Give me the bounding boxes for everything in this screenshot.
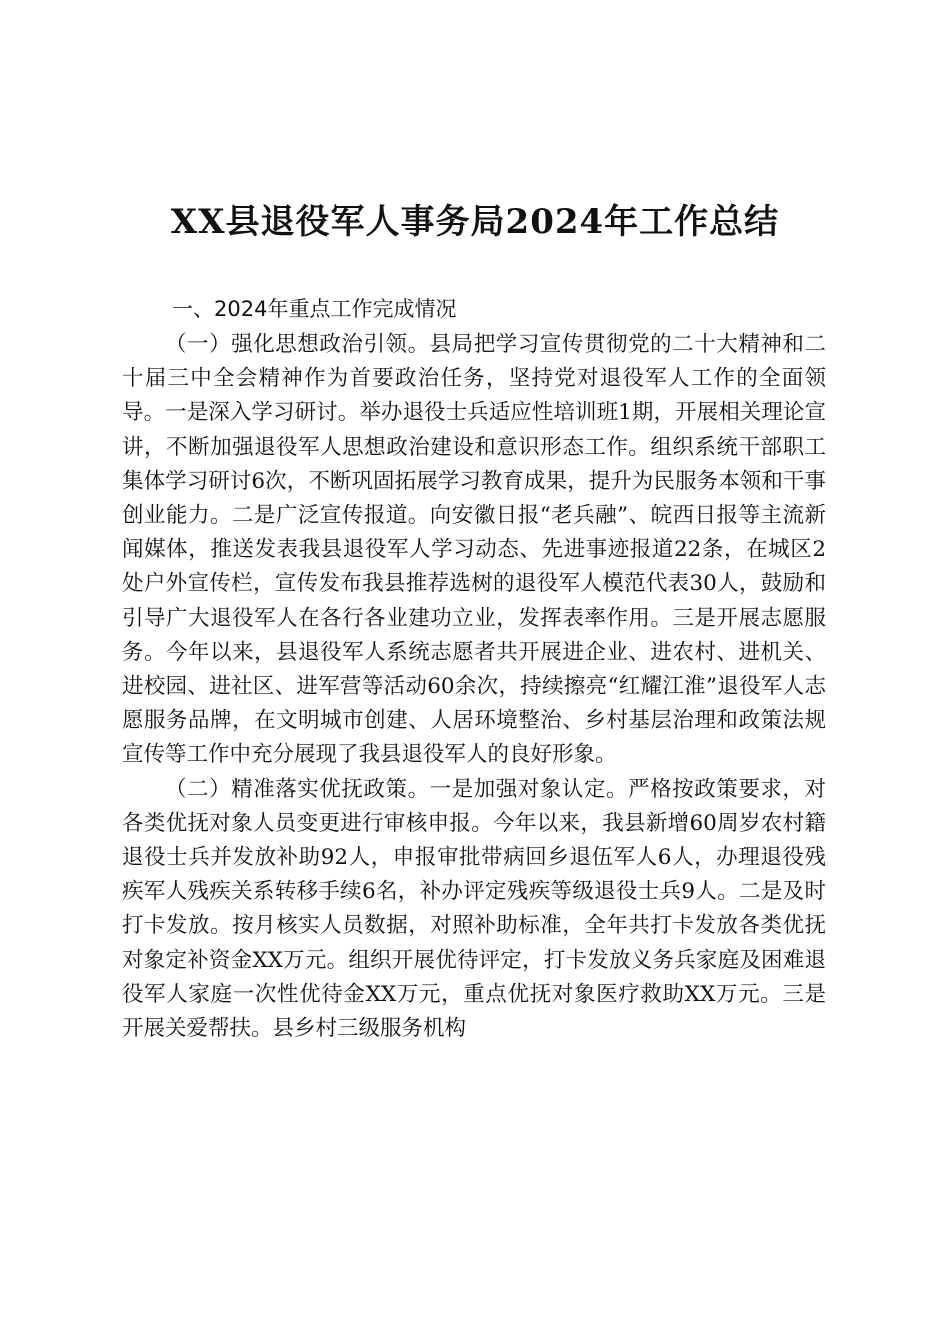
paragraph-1: （一）强化思想政治引领。县局把学习宣传贯彻党的二十大精神和二十届三中全会精神作为首要政治任务，坚持党对退役军人工作的全面领导。一是深入学习研讨。举办退役士兵适应性培训班1期，开展相关理论宣讲，不断加强退役军人思想政治建设和意识形态工作。组织系统干部职工集体学习研讨6次，不断巩固拓展学习教育成果，提升为民服务本领和干事创业能力。二是广泛宣传报道。向安徽日报“老兵融”、皖西日报等主流新闻媒体，推送发表我县退役军人学习动态、先进事迹报道22条，在城区2处户外宣传栏，宣传发布我县推荐选树的退役军人模范代表30人，鼓励和引导广大退役军人在各行各业建功立业，发挥表率作用。三是开展志愿服务。今年以来，县退役军人系统志愿者共开展进企业、进农村、进机关、进校园、进社区、进军营等活动60余次，持续擦亮“红耀江淮”退役军人志愿服务品牌，在文明城市创建、人居环境整治、乡村基层治理和政策法规宣传等工作中充分展现了我县退役军人的良好形象。 — [122, 332, 826, 768]
section-heading: 一、2024年重点工作完成情况 — [172, 297, 457, 321]
paragraph-2: （二）精准落实优抚政策。一是加强对象认定。严格按政策要求，对各类优抚对象人员变更进行审核申报。今年以来，我县新增60周岁农村籍退役士兵并发放补助92人，申报审批带病回乡退伍军人6人，办理退役残疾军人残疾关系转移手续6名，补办评定残疾等级退役士兵9人。二是及时打卡发放。按月核实人员数据，对照补助标准，全年共打卡发放各类优抚对象定补资金XX万元。组织开展优待评定，打卡发放义务兵家庭及困难退役军人家庭一次性优待金XX万元，重点优抚对象医疗救助XX万元。三是开展关爱帮扶。县乡村三级服务机构 — [122, 776, 826, 1042]
body-text — [122, 328, 826, 1046]
document-title: XX县退役军人事务局2024年工作总结 — [170, 202, 780, 242]
